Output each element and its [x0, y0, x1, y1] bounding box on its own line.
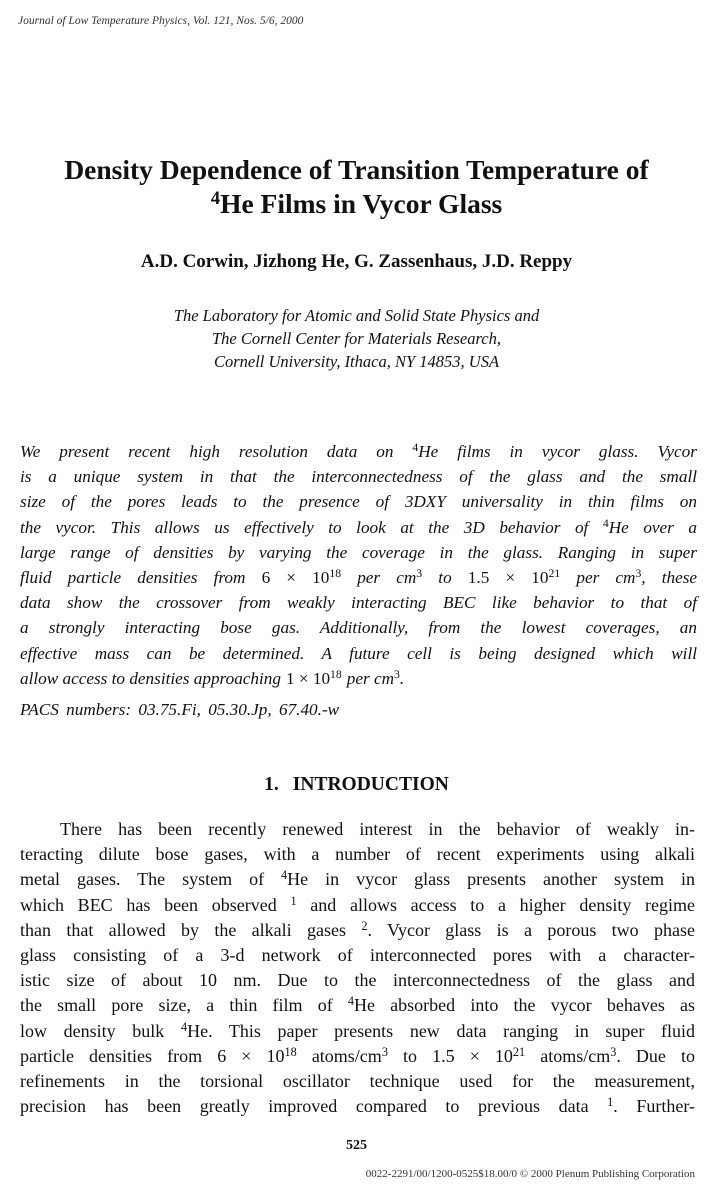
math-exponent: 21: [512, 1044, 526, 1059]
line-text: size of the pores leads to the presence of 3DXY universality in thin films on: [20, 492, 697, 512]
body-line: [20, 893, 695, 918]
unit-text: atoms/cm: [311, 1045, 382, 1066]
citation-ref: 2: [361, 918, 368, 933]
line-text: glass consisting of a 3-d network of interconnected pores with a character-: [20, 945, 695, 966]
math-exponent: 3: [381, 1044, 388, 1059]
affiliation-line-1: The Laboratory for Atomic and Solid State Physics and: [173, 306, 540, 325]
math-exponent: 3: [416, 567, 423, 581]
line-text: [20, 918, 695, 943]
section-number: 1.: [264, 774, 279, 795]
text-run: fluid particle densities from: [20, 568, 246, 588]
isotope-superscript: 4: [281, 868, 288, 883]
abstract-line: [20, 565, 697, 590]
text-run: per cm: [576, 568, 636, 588]
math-exponent: 3: [635, 567, 642, 581]
word: data: [326, 442, 358, 461]
line-text: [20, 1094, 695, 1119]
math-mantissa: 1.5 × 10: [467, 568, 549, 588]
section-heading: [0, 774, 713, 796]
abstract-line: [20, 641, 697, 666]
abstract-line: [20, 540, 697, 565]
line-text: istic size of about 10 nm. Due to the interconnectedness of the glass and: [20, 970, 695, 991]
body-line: [20, 1094, 695, 1119]
body-line: [20, 993, 695, 1018]
isotope-superscript: 4: [347, 994, 355, 1009]
text-run: . Due to: [616, 1045, 696, 1066]
citation-ref: 1: [607, 1095, 614, 1110]
text-run: He. This paper presents new data ranging in super fluid: [187, 1020, 696, 1041]
math-mantissa: 1.5 × 10: [432, 1045, 513, 1066]
text-run: He absorbed into the vycor behaves as: [354, 995, 696, 1016]
affiliation-line-2: The Cornell Center for Materials Research,: [211, 329, 502, 348]
text-run: per cm: [357, 568, 417, 588]
line-text: [20, 893, 695, 918]
text-run: to: [403, 1045, 418, 1066]
line-text: refinements in the torsional oscillator technique used for the measurement,: [20, 1071, 695, 1092]
text-run: and allows access to a higher density regime: [310, 894, 696, 915]
word: [412, 439, 438, 464]
text-run: precision has been greatly improved compared to previous data: [20, 1096, 589, 1117]
word: Vycor: [657, 442, 697, 461]
math-exponent: 21: [548, 567, 561, 581]
word: glass.: [598, 442, 639, 461]
word: films: [457, 442, 491, 461]
math-mantissa: 6 × 10: [261, 568, 330, 588]
abstract-line: [20, 590, 697, 615]
pacs-numbers: PACS numbers: 03.75.Fi, 05.30.Jp, 67.40.-w: [20, 700, 340, 719]
page-number: 525: [346, 1138, 367, 1153]
text-run: allow access to densities approaching: [20, 668, 281, 688]
line-text: [20, 1044, 695, 1069]
math-mantissa: 6 × 10: [217, 1045, 285, 1066]
introduction-text: [20, 817, 695, 1119]
line-text: data show the crossover from weakly interacting BEC like behavior to that of: [20, 593, 697, 613]
math-value: [468, 568, 560, 587]
text-run: , these: [641, 568, 698, 588]
body-line: [20, 1019, 695, 1044]
math-exponent: 18: [330, 667, 342, 681]
line-text: [20, 993, 695, 1018]
abstract-line: [20, 615, 697, 640]
line-text: [20, 515, 697, 540]
punctuation: .: [399, 668, 405, 688]
body-line: [20, 867, 695, 892]
word: in: [509, 442, 523, 461]
line-text: large range of densities by varying the coverage in the glass. Ranging in super: [20, 542, 697, 562]
journal-header: Journal of Low Temperature Physics, Vol. 121, Nos. 5/6, 2000: [18, 15, 304, 27]
word: resolution: [238, 442, 308, 461]
abstract-line: [20, 666, 697, 691]
math-exponent: 3: [393, 667, 400, 681]
author-list: A.D. Corwin, Jizhong He, G. Zassenhaus, J.D. Reppy: [140, 251, 573, 272]
body-line: [20, 918, 695, 943]
body-line: [20, 842, 695, 867]
paper-title-line-2-text: He Films in Vycor Glass: [220, 188, 503, 219]
unit-text: per cm: [346, 668, 394, 688]
isotope-superscript: 4: [210, 187, 221, 209]
body-line: [20, 1044, 695, 1069]
word-text: He: [418, 442, 439, 461]
math-mantissa: 1 × 10: [285, 668, 331, 688]
isotope-superscript: 4: [180, 1019, 188, 1034]
line-text: [20, 867, 695, 892]
math-exponent: 18: [329, 567, 342, 581]
text-run: He over a: [608, 517, 697, 537]
line-text: teracting dilute bose gases, with a number of recent experiments using alkali: [20, 844, 695, 865]
abstract-line: [20, 439, 697, 464]
text-run: to: [438, 568, 452, 588]
isotope-superscript: 4: [602, 516, 609, 530]
affiliation-line-3: Cornell University, Ithaca, NY 14853, USA: [213, 352, 500, 371]
copyright-footer: 0022-2291/00/1200-0525$18.00/0 © 2000 Plenum Publishing Corporation: [365, 1168, 695, 1180]
isotope-superscript: 4: [412, 441, 419, 455]
text-run: . Further-: [613, 1096, 695, 1117]
text-run: which BEC has been observed: [20, 894, 277, 915]
abstract-line: [20, 489, 697, 514]
word: vycor: [541, 442, 580, 461]
text-run: than that allowed by the alkali gases: [20, 919, 346, 940]
line-text: [20, 1019, 695, 1044]
math-value: [262, 568, 341, 587]
line-text: There has been recently renewed interest in the behavior of weakly in-: [60, 819, 695, 839]
body-line: [20, 817, 695, 842]
section-title: INTRODUCTION: [292, 774, 449, 795]
text-run: [347, 666, 404, 691]
unit-text: atoms/cm: [540, 1045, 611, 1066]
word: on: [376, 442, 394, 461]
text-run: metal gases. The system of: [20, 869, 265, 890]
line-text: is a unique system in that the interconnectedness of the glass and the small: [20, 467, 697, 487]
text-run: He in vycor glass presents another system in: [287, 869, 695, 890]
abstract: [20, 439, 697, 691]
paper-title-line-2: [0, 187, 713, 221]
text-run: . Vycor glass is a porous two phase: [367, 919, 695, 940]
text-run: the vycor. This allows us effectively to look at the 3D behavior of: [20, 517, 589, 537]
body-line: [20, 968, 695, 993]
body-line: [20, 1069, 695, 1094]
text-run: particle densities from: [20, 1045, 203, 1066]
abstract-line: [20, 464, 697, 489]
line-text: [20, 565, 697, 590]
text-run: the small pore size, a thin film of: [20, 995, 333, 1016]
word: recent: [128, 442, 171, 461]
abstract-line: [20, 515, 697, 540]
paper-title-line-1: Density Dependence of Transition Temperature of: [64, 154, 649, 185]
word: We: [20, 442, 41, 461]
word: high: [189, 442, 220, 461]
line-text: a strongly interacting bose gas. Additionally, from the lowest coverages, an: [20, 618, 697, 638]
math-exponent: 18: [284, 1044, 297, 1059]
citation-ref: 1: [290, 893, 297, 908]
math-value: [286, 666, 342, 691]
body-line: [20, 943, 695, 968]
word: present: [59, 442, 110, 461]
line-text: effective mass can be determined. A future cell is being designed which will: [20, 643, 697, 663]
text-run: low density bulk: [20, 1020, 165, 1041]
math-exponent: 3: [610, 1044, 617, 1059]
